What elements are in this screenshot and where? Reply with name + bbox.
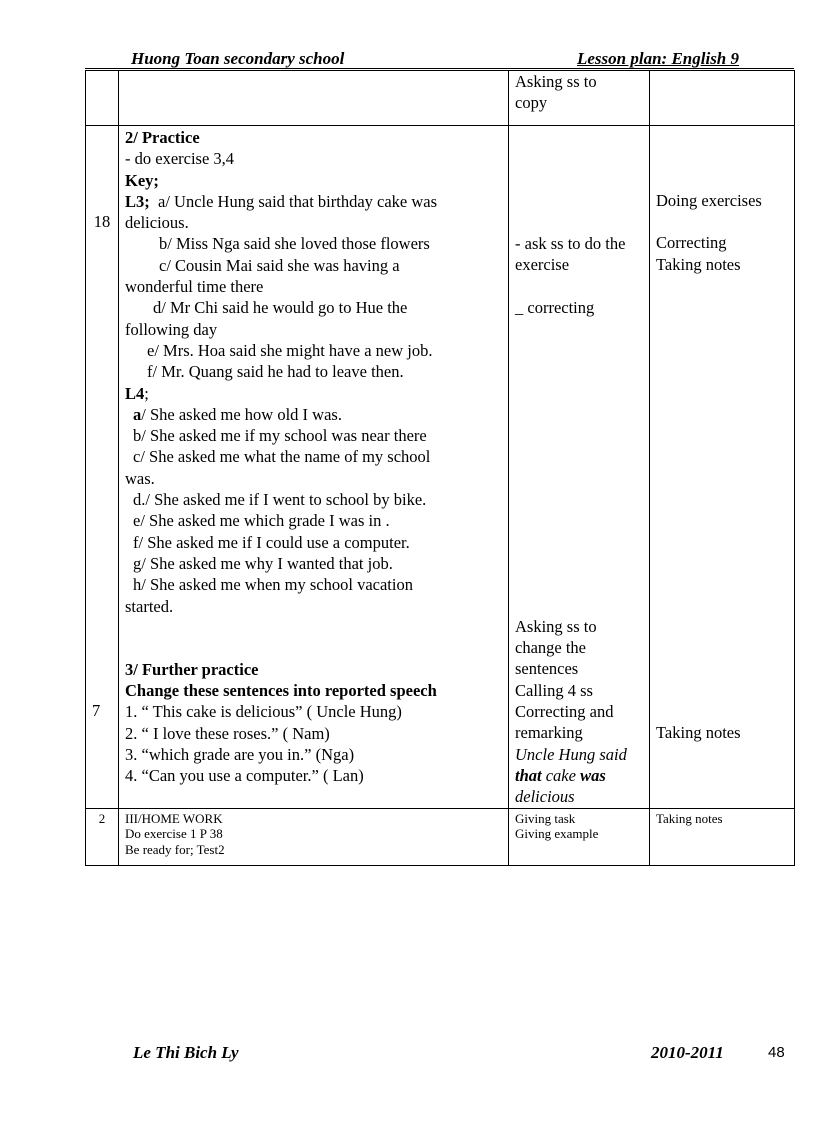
practice-heading: 2/ Practice [125, 128, 200, 147]
key-line: started. [125, 596, 174, 616]
header-rule [85, 68, 794, 69]
content-cell [119, 126, 509, 809]
teacher-line: Giving example [515, 826, 599, 842]
students-cell [650, 71, 795, 126]
l3-label: L3; [125, 191, 150, 211]
teacher-cell [509, 126, 650, 809]
teacher-line: sentences [515, 659, 579, 679]
time-value-further: 7 [92, 701, 101, 721]
further-item: 4. “Can you use a computer.” ( Lan) [125, 766, 364, 786]
homework-line: Be ready for; Test2 [125, 841, 225, 857]
footer-author: Le Thi Bich Ly [133, 1043, 239, 1062]
key-line: b/ She asked me if my school was near there [133, 426, 427, 446]
further-item: 1. “ This cake is delicious” ( Uncle Hung) [125, 702, 402, 722]
time-cell [86, 71, 119, 126]
example-was: was [580, 765, 606, 785]
students-cell [650, 126, 795, 809]
table-row [86, 808, 795, 865]
teacher-line: - ask ss to do the [515, 234, 626, 253]
key-line: h/ She asked me when my school vacation [133, 575, 413, 595]
key-line: d/ Mr Chi said he would go to Hue the [153, 298, 408, 318]
l4-label: L4 [125, 383, 145, 403]
teacher-cell [509, 71, 650, 126]
key-line: / She asked me how old I was. [141, 404, 342, 424]
table-row [86, 126, 795, 809]
example-that: that [515, 765, 542, 785]
key-line: f/ She asked me if I could use a computer. [133, 532, 410, 552]
time-cell [86, 126, 119, 809]
homework-line: III/HOME WORK [125, 810, 223, 826]
key-label: Key; [125, 170, 159, 190]
example-line: Uncle Hung said [515, 744, 627, 764]
teacher-line: Calling 4 ss [515, 680, 593, 700]
key-line: b/ Miss Nga said she loved those flowers [159, 234, 430, 254]
key-line: c/ Cousin Mai said she was having a [159, 255, 400, 275]
header-school: Huong Toan secondary school [131, 49, 345, 68]
example-line: delicious [515, 787, 575, 807]
table-row [86, 71, 795, 126]
page-number: 48 [768, 1044, 785, 1061]
further-item: 3. “which grade are you in.” (Nga) [125, 745, 355, 765]
students-cell [650, 808, 795, 865]
students-line: Taking notes [656, 254, 741, 274]
students-line: Taking notes [656, 722, 741, 742]
time-value: 2 [98, 810, 106, 826]
practice-task: - do exercise 3,4 [125, 149, 235, 169]
teacher-line: Giving task [515, 810, 576, 826]
key-line: c/ She asked me what the name of my school [133, 447, 431, 467]
teacher-line: copy [515, 93, 548, 113]
students-line: Correcting [656, 233, 727, 253]
teacher-line: remarking [515, 723, 583, 743]
time-cell [86, 808, 119, 865]
key-line: e/ Mrs. Hoa said she might have a new job. [147, 340, 433, 360]
key-line: wonderful time there [125, 277, 264, 297]
key-line: e/ She asked me which grade I was in . [133, 511, 390, 531]
teacher-line: Asking ss to [515, 72, 597, 91]
l4-a-letter: a [133, 404, 142, 424]
key-line: d./ She asked me if I went to school by bike. [133, 490, 427, 510]
content-cell [119, 808, 509, 865]
homework-line: Do exercise 1 P 38 [125, 826, 223, 842]
key-line: was. [125, 468, 155, 488]
footer-year: 2010-2011 [651, 1043, 724, 1062]
teacher-line: Correcting and [515, 702, 614, 722]
students-line: Taking notes [656, 810, 723, 826]
key-line: g/ She asked me why I wanted that job. [133, 553, 393, 573]
key-line: a/ Uncle Hung said that birthday cake was [158, 191, 438, 211]
teacher-cell [509, 808, 650, 865]
header-title: Lesson plan: English 9 [577, 49, 740, 68]
teacher-line: exercise [515, 255, 570, 275]
further-heading: 3/ Further practice [125, 659, 259, 679]
l4-semicolon: ; [144, 383, 149, 403]
lesson-table [85, 70, 795, 866]
key-line: delicious. [125, 213, 189, 233]
students-line: Doing exercises [656, 191, 762, 210]
further-instruction: Change these sentences into reported speech [125, 681, 437, 701]
time-value: 18 [93, 212, 111, 231]
teacher-line: Asking ss to [515, 616, 597, 636]
key-line: following day [125, 319, 218, 339]
example-cake: cake [541, 765, 581, 785]
teacher-line: _ correcting [515, 297, 595, 317]
further-item: 2. “ I love these roses.” ( Nam) [125, 723, 330, 743]
key-line: f/ Mr. Quang said he had to leave then. [147, 362, 404, 382]
content-cell [119, 71, 509, 126]
teacher-line: change the [515, 638, 587, 658]
